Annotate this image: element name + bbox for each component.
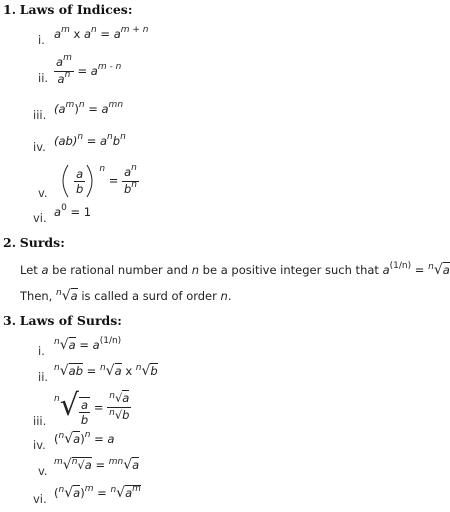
var-a: a bbox=[74, 167, 85, 182]
equals-a: = a bbox=[86, 134, 108, 148]
exp-n: n bbox=[78, 100, 85, 110]
exp-m-minus-n: m - n bbox=[97, 62, 122, 72]
section-title: Laws of Indices: bbox=[19, 2, 133, 17]
fraction bbox=[54, 55, 74, 88]
section-title: Surds: bbox=[19, 235, 65, 250]
nth-root-a: $^n$√a bbox=[56, 288, 78, 304]
section-title: Laws of Surds: bbox=[19, 313, 122, 328]
index-law-label: ii. bbox=[38, 71, 49, 85]
text: be rational number and bbox=[48, 263, 192, 277]
surd-law-label: i. bbox=[38, 344, 45, 358]
nth-root-a: $^n$√a bbox=[58, 485, 81, 501]
equals-sign: = bbox=[97, 486, 107, 500]
fraction: $\frac{^n√a}{^n√b}$ bbox=[109, 390, 130, 422]
var-a: a bbox=[83, 27, 92, 41]
var-b: b bbox=[76, 181, 84, 196]
surd-law-label: iv. bbox=[33, 438, 46, 452]
exp-m-plus-n: m + n bbox=[120, 25, 149, 35]
exp-m: m bbox=[61, 25, 70, 35]
section-3-heading bbox=[3, 313, 122, 328]
nth-root-a: $^n$√a bbox=[99, 363, 122, 379]
index-law-label: i. bbox=[38, 33, 45, 47]
power-base: (a bbox=[54, 102, 66, 116]
exp-n: n bbox=[131, 179, 138, 190]
index-law-1 bbox=[54, 27, 149, 41]
equals-one: = 1 bbox=[70, 205, 92, 219]
nth-root-b: $^n$√b bbox=[135, 363, 158, 379]
section-1-heading bbox=[3, 2, 132, 17]
section-number: 3. bbox=[3, 313, 17, 328]
equals-sign: = bbox=[414, 263, 425, 277]
index-law-label: iv. bbox=[33, 140, 46, 154]
text: be a positive integer such that bbox=[199, 263, 383, 277]
right-paren bbox=[85, 163, 99, 199]
index-law-3 bbox=[54, 102, 123, 116]
times-sign: x bbox=[73, 27, 81, 41]
var-b: b bbox=[112, 134, 121, 148]
exp-n: n bbox=[77, 132, 84, 142]
surd-law-label: vi. bbox=[33, 492, 47, 506]
section-2-heading bbox=[3, 235, 65, 250]
exp-n: n bbox=[120, 132, 126, 142]
var-a: a bbox=[54, 27, 62, 41]
nth-root-ab: $^n$√ab bbox=[54, 363, 83, 379]
exp-n: n bbox=[64, 70, 71, 80]
nth-root-a: $^n$√a bbox=[54, 337, 76, 353]
surd-definition-line bbox=[20, 262, 450, 278]
equals-sign: = bbox=[77, 64, 88, 78]
exp-n: n bbox=[131, 162, 137, 173]
nested-root: $^m$√$^n$√a bbox=[54, 457, 92, 473]
var-a: a bbox=[382, 263, 390, 277]
var-a: a bbox=[124, 164, 132, 179]
section-number: 1. bbox=[3, 2, 17, 17]
exp-one-over-n: (1/n) bbox=[99, 336, 122, 346]
equals-a: = a bbox=[94, 432, 115, 446]
exp-mn: mn bbox=[108, 100, 124, 110]
period: . bbox=[227, 289, 232, 303]
index-law-6 bbox=[54, 205, 91, 219]
equals-sign: = bbox=[100, 27, 111, 41]
var-a: a bbox=[56, 55, 64, 69]
surd-law-label: ii. bbox=[38, 370, 49, 384]
var-n: n bbox=[220, 289, 228, 303]
exp-m: m bbox=[63, 53, 72, 63]
nth-root-a: $^n$√a bbox=[428, 262, 450, 278]
surd-law-label: v. bbox=[38, 464, 48, 478]
var-n: n bbox=[191, 263, 200, 277]
surd-law-label: iii. bbox=[33, 414, 47, 428]
nth-root-a: $^n$√a bbox=[58, 431, 81, 447]
var-a: a bbox=[113, 27, 121, 41]
exp-m: m bbox=[65, 100, 75, 110]
nth-root-a-m: $^n√a^m$ bbox=[110, 484, 141, 501]
equals-sign: = bbox=[108, 173, 119, 188]
exp-zero: 0 bbox=[61, 203, 67, 213]
index-law-4 bbox=[54, 134, 126, 148]
text: Then, bbox=[20, 289, 56, 303]
surd-law-4: $(^n√a)^n = a$ bbox=[54, 430, 115, 447]
surd-law-3: $^n$√ $\frac{a}{b}$ = $\frac{^n√a}{^n√b}$ bbox=[54, 388, 130, 427]
var-a: a bbox=[90, 64, 98, 78]
equals-a: = a bbox=[88, 102, 109, 116]
equals-a: = a bbox=[79, 338, 100, 352]
surd-law-6: $(^n√a)^m = ^n√a^m$ bbox=[54, 484, 141, 501]
index-law-label: vi. bbox=[33, 211, 47, 225]
surd-law-5: $^m$√$^n$√a = $^{mn}$√a bbox=[54, 457, 140, 473]
text: is called a surd of order bbox=[77, 289, 221, 303]
exp-n: n bbox=[91, 25, 97, 35]
section-number: 2. bbox=[3, 235, 17, 250]
index-law-label: v. bbox=[38, 186, 48, 200]
exp-n: n bbox=[99, 163, 106, 174]
product-base: (ab) bbox=[54, 134, 78, 148]
surd-order-line bbox=[20, 288, 231, 304]
surd-law-2: $^n$√ab = $^n$√a x $^n$√b bbox=[54, 363, 158, 379]
close-paren: ) bbox=[74, 102, 79, 116]
index-law-2 bbox=[54, 55, 121, 88]
nth-root-a-over-b: $^n$√ $\frac{a}{b}$ bbox=[54, 388, 89, 427]
text: Let bbox=[20, 263, 42, 277]
var-a: a bbox=[41, 263, 49, 277]
surd-law-1 bbox=[54, 337, 121, 353]
mn-root-a: $^{mn}$√a bbox=[108, 457, 140, 473]
exp-one-over-n: (1/n) bbox=[389, 261, 412, 271]
var-a: a bbox=[57, 72, 65, 86]
var-b: b bbox=[123, 181, 132, 196]
left-paren bbox=[54, 163, 74, 199]
index-law-label: iii. bbox=[33, 108, 47, 122]
exp-n: n bbox=[107, 132, 113, 142]
fraction bbox=[74, 167, 85, 196]
index-law-5 bbox=[54, 163, 139, 199]
var-a: a bbox=[54, 205, 62, 219]
fraction bbox=[122, 162, 139, 198]
